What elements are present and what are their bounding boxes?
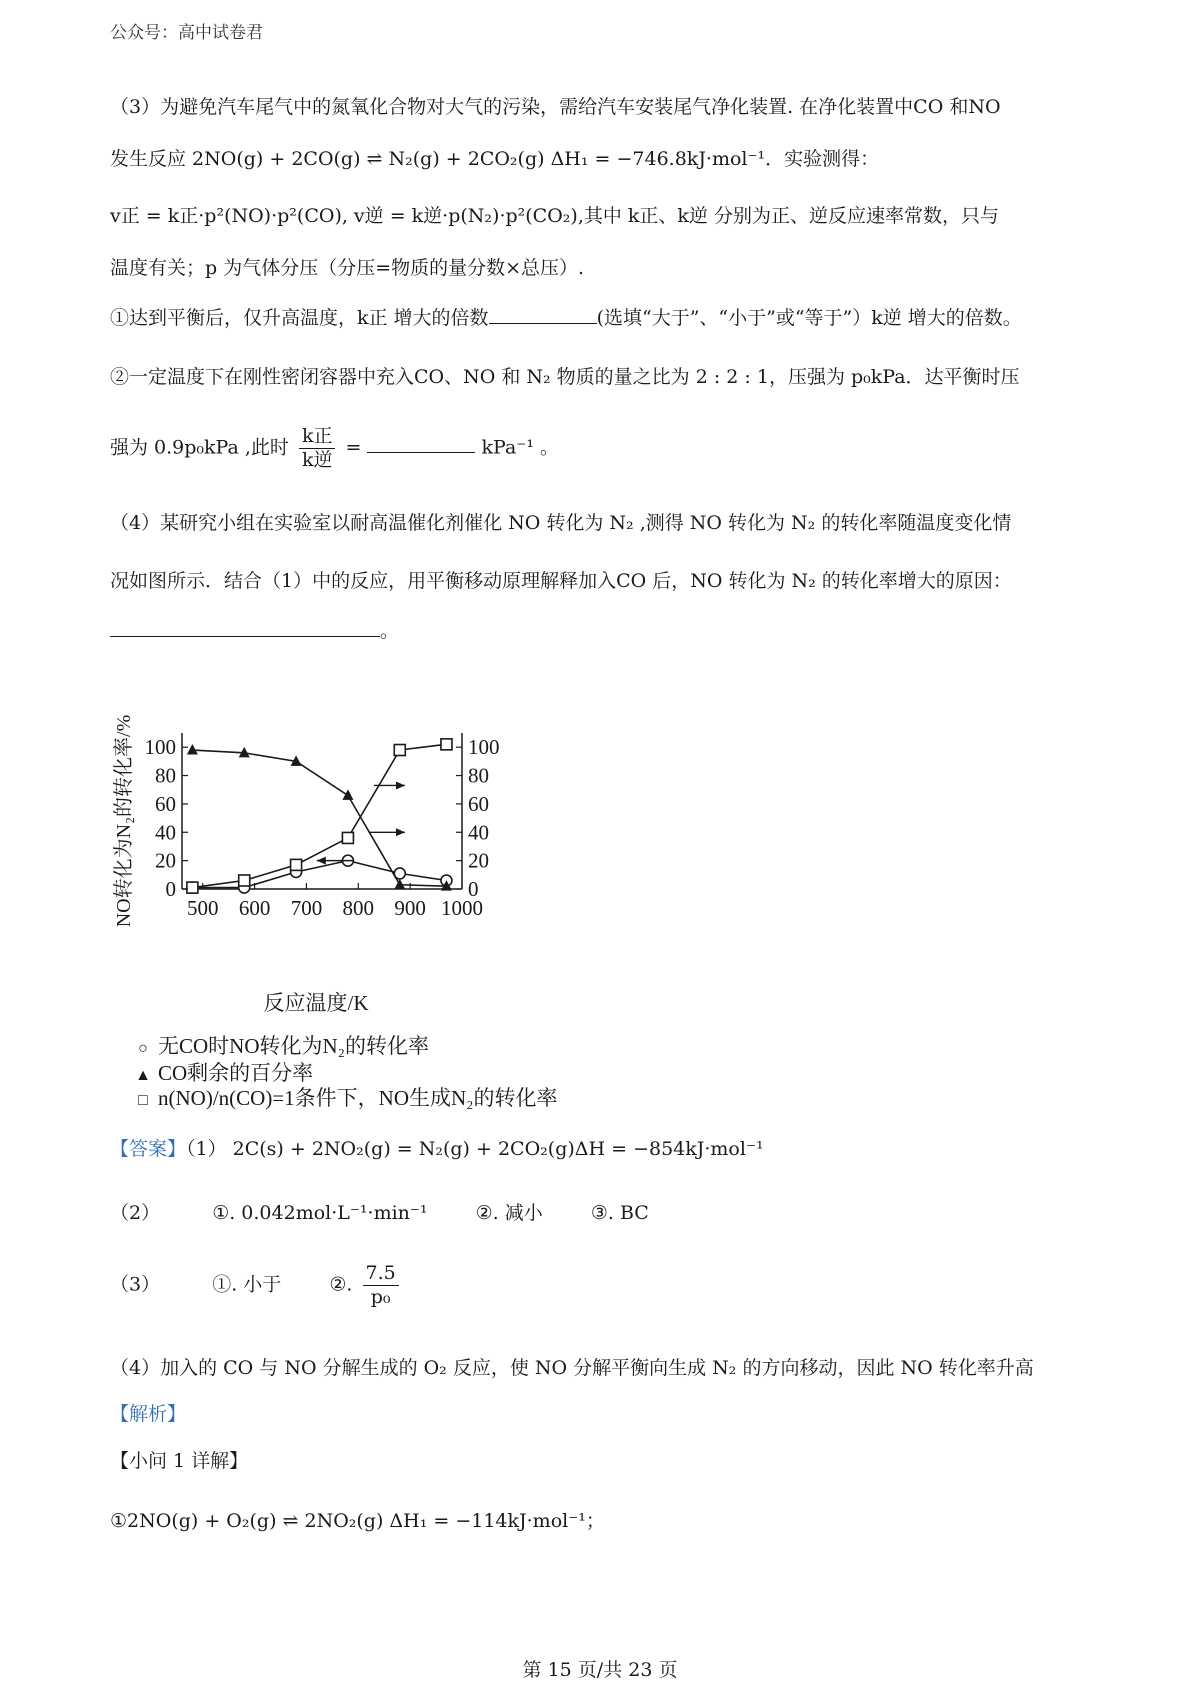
- legend-item-circle: [134, 1030, 429, 1060]
- x-tick-label: 500: [186, 896, 219, 920]
- chart-arrows: [317, 781, 405, 864]
- k-ratio-num: k正: [299, 425, 336, 449]
- arrow-right-icon: [396, 828, 405, 836]
- q3-intro-b: 发生反应 2NO(g) + 2CO(g) ⇌ N₂(g) + 2CO₂(g) ΔH₁ = −746.8kJ·mol⁻¹．实验测得：: [110, 148, 880, 170]
- y-tick-label-left: 60: [155, 791, 176, 816]
- q4-line-a: （4）某研究小组在实验室以耐高温催化剂催化 NO 转化为 N₂ ,测得 NO 转化为 N₂ 的转化率随温度变化情: [110, 512, 1012, 534]
- analysis-label: 【解析】: [110, 1403, 187, 1425]
- answer-line-3: [110, 1262, 403, 1309]
- square-point: [291, 859, 302, 870]
- q3-sub2-b-pre: 强为 0.9p₀kPa ,此时: [110, 436, 289, 459]
- y-tick-label-right: 40: [468, 820, 489, 845]
- answer-frac-den: p₀: [370, 1285, 391, 1308]
- answer-line-1: [110, 1138, 764, 1161]
- q4-line-c-end: 。: [380, 620, 400, 642]
- square-point: [394, 745, 405, 756]
- y-tick-label-right: 100: [468, 735, 500, 760]
- chart-ylabel: NO转化为N₂的转化率/%: [113, 715, 135, 928]
- answer-blank-1[interactable]: [489, 309, 597, 324]
- triangle-marker-icon: ▲: [135, 1067, 151, 1084]
- answer-3-2: ②.: [329, 1273, 353, 1296]
- legend-label-1: 无CO时NO转化为N₂的转化率: [158, 1034, 429, 1058]
- square-point: [187, 882, 198, 893]
- arrow-left-icon: [317, 857, 326, 865]
- q3-sub1-b: (选填“大于”、“小于”或“等于”）k逆 增大的倍数。: [596, 307, 1022, 329]
- q4-line-b: 况如图所示．结合（1）中的反应，用平衡移动原理解释加入CO 后，NO 转化为 N₂ 的转化率增大的原因：: [110, 570, 1012, 592]
- answer-2-1: ①. 0.042mol·L⁻¹·min⁻¹: [212, 1202, 428, 1224]
- answer-2-3: ③. BC: [590, 1202, 649, 1224]
- k-ratio-fraction: [299, 425, 336, 472]
- y-tick-label-left: 80: [155, 763, 176, 788]
- series-line-circle: [192, 861, 446, 888]
- analysis-sub1: 【小问 1 详解】: [110, 1450, 249, 1472]
- q3-sub1: [110, 307, 1022, 330]
- q3-sub2-b-eq: =: [345, 436, 362, 459]
- answer-frac-num: 7.5: [363, 1262, 399, 1286]
- answer-line-4: （4）加入的 CO 与 NO 分解生成的 O₂ 反应，使 NO 分解平衡向生成 N₂ 的方向移动，因此 NO 转化率升高: [110, 1357, 1034, 1379]
- chart-lines: [192, 744, 446, 887]
- answer-fraction: [363, 1262, 399, 1309]
- answer-blank-3[interactable]: [110, 622, 380, 637]
- y-tick-label-right: 20: [468, 848, 489, 873]
- page-header: 公众号：高中试卷君: [110, 23, 263, 43]
- triangle-point: [394, 879, 405, 890]
- x-tick-label: 900: [394, 896, 426, 920]
- legend-label-2: CO剩余的百分率: [158, 1061, 314, 1085]
- y-tick-label-left: 100: [144, 735, 176, 760]
- chart-xlabel: 反应温度/K: [263, 991, 369, 1015]
- answer-line-2: [110, 1202, 649, 1225]
- y-tick-label-left: 40: [155, 820, 176, 845]
- series-line-triangle: [192, 750, 446, 886]
- answer-label: 【答案】: [110, 1138, 187, 1160]
- legend-item-square: [134, 1082, 557, 1112]
- q3-sub2-b: [110, 425, 559, 472]
- legend-label-3: n(NO)/n(CO)=1条件下，NO生成N₂的转化率: [158, 1086, 558, 1110]
- y-tick-label-left: 20: [155, 848, 176, 873]
- q3-sub1-a: ①达到平衡后，仅升高温度，k正 增大的倍数: [110, 307, 489, 329]
- q3-rate-eq: v正 = k正·p²(NO)·p²(CO), v逆 = k逆·p(N₂)·p²(CO₂),其中 k正、k逆 分别为正、逆反应速率常数，只与: [110, 205, 999, 227]
- answer-3-1: ①. 小于: [212, 1273, 282, 1296]
- answer-blank-2[interactable]: [367, 438, 475, 453]
- q3-rate-note: 温度有关；p 为气体分压（分压=物质的量分数×总压）.: [110, 257, 585, 279]
- y-tick-label-right: 60: [468, 791, 489, 816]
- x-tick-label: 800: [342, 896, 375, 920]
- y-tick-label-right: 80: [468, 763, 489, 788]
- k-ratio-den: k逆: [301, 448, 333, 471]
- circle-point: [394, 868, 405, 879]
- y-tick-label-left: 0: [165, 877, 176, 901]
- answer-2-num: （2）: [110, 1202, 161, 1224]
- square-point: [441, 739, 452, 750]
- x-tick-label: 600: [238, 896, 271, 920]
- circle-marker-icon: ○: [138, 1040, 148, 1057]
- x-tick-label: 700: [290, 896, 323, 920]
- analysis-eq1: ①2NO(g) + O₂(g) ⇌ 2NO₂(g) ΔH₁ = −114kJ·mol⁻¹；: [110, 1510, 605, 1532]
- y-tick-label-right: 0: [468, 877, 479, 901]
- q3-intro-a: （3）为避免汽车尾气中的氮氧化合物对大气的污染，需给汽车安装尾气净化装置. 在净化装置中CO 和NO: [110, 96, 1001, 118]
- q4-line-c: [110, 620, 399, 643]
- conversion-chart: [110, 715, 560, 1025]
- answer-3-num: （3）: [110, 1273, 161, 1296]
- square-marker-icon: □: [138, 1092, 148, 1109]
- page-footer: 第 15 页/共 23 页: [522, 1659, 678, 1681]
- q3-sub2-a: ②一定温度下在刚性密闭容器中充入CO、NO 和 N₂ 物质的量之比为 2 : 2 : 1，压强为 p₀kPa．达平衡时压: [110, 366, 1020, 388]
- q3-sub2-unit: kPa⁻¹ 。: [481, 436, 559, 459]
- arrow-right-icon: [396, 781, 405, 789]
- x-tick-label: 1000: [441, 896, 483, 920]
- square-point: [239, 875, 250, 886]
- triangle-point: [187, 744, 198, 755]
- square-point: [342, 832, 353, 843]
- triangle-point: [342, 789, 353, 800]
- answer-1: （1） 2C(s) + 2NO₂(g) = N₂(g) + 2CO₂(g)ΔH = −854kJ·mol⁻¹: [186, 1138, 764, 1160]
- chart-marks: [187, 739, 452, 893]
- answer-2-2: ②. 减小: [475, 1202, 543, 1224]
